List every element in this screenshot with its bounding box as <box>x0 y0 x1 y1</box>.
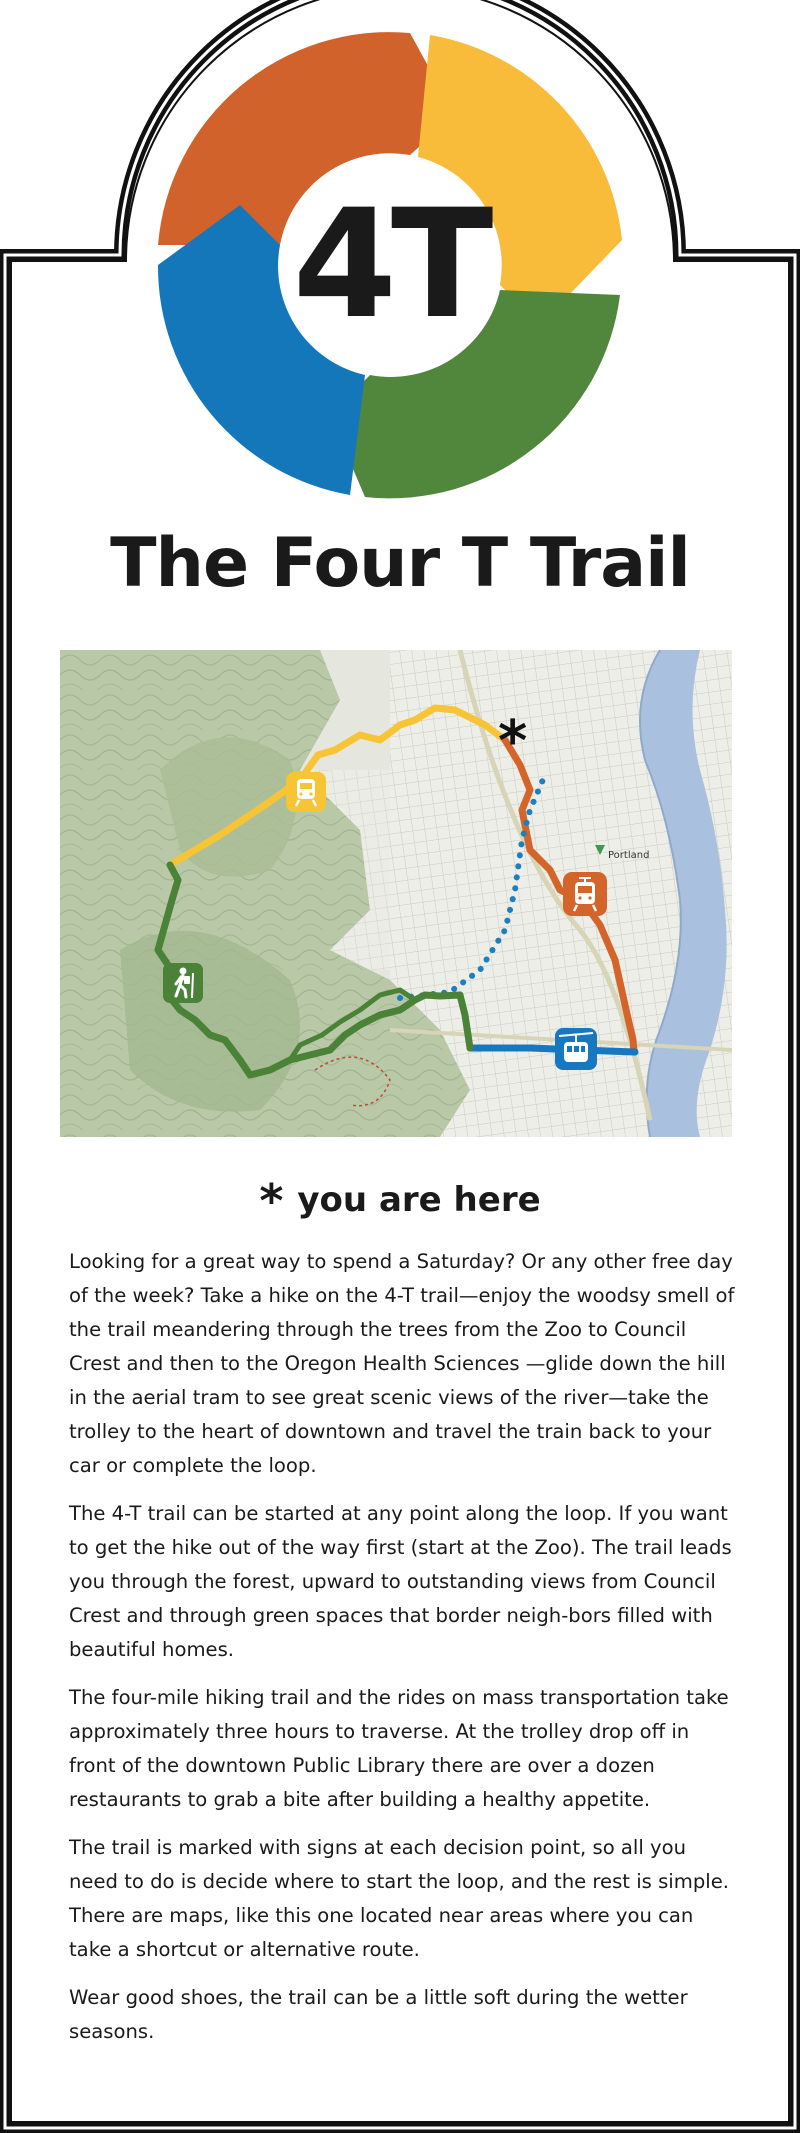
train-icon <box>286 772 326 812</box>
trail-map <box>60 650 732 1137</box>
body-text <box>69 1245 739 2063</box>
paragraph: The 4-T trail can be started at any point along the loop. If you want to get the hike out of the way first (start at the Zoo). The trail leads you through the forest, upward to outstanding views from Council Crest and through green spaces that border neigh-bors filled with beautiful homes. <box>69 1502 732 1661</box>
paragraph: The four-mile hiking trail and the rides on mass transportation take approximately three hours to traverse. At the trolley drop off in front of the downtown Public Library there are over a dozen restaurants to grab a bite after building a healthy appetite. <box>69 1686 729 1811</box>
you-are-here-map-marker: * <box>498 709 528 774</box>
tram-icon <box>555 1028 597 1070</box>
tram-route <box>470 1048 635 1052</box>
paragraph: Looking for a great way to spend a Saturday? Or any other free day of the week? Take a hike on the 4-T trail—enjoy the woodsy smell of the trail meandering through the trees from the Zoo to Council Crest and then to the Oregon Health Sciences —glide down the hill in the aerial tram to see great scenic views of the river—take the trolley to the heart of downtown and travel the train back to your car or complete the loop. <box>69 1250 735 1477</box>
logo <box>145 20 635 510</box>
paragraph: Wear good shoes, the trail can be a little soft during the wetter seasons. <box>69 1986 688 2043</box>
map-graphic <box>60 650 732 1137</box>
trolley-icon <box>563 872 607 916</box>
portland-label: Portland <box>608 850 650 861</box>
you-are-here-text: you are here <box>297 1180 541 1220</box>
star-icon: * <box>259 1174 284 1228</box>
you-are-here-legend <box>0 1174 800 1228</box>
logo-text: 4T <box>292 178 488 352</box>
paragraph: The trail is marked with signs at each decision point, so all you need to do is decide where to start the loop, and the rest is simple. There are maps, like this one located near areas where you can take a shortcut or alternative route. <box>69 1836 729 1961</box>
page-title: The Four T Trail <box>110 524 690 603</box>
hiker-icon <box>163 963 203 1003</box>
